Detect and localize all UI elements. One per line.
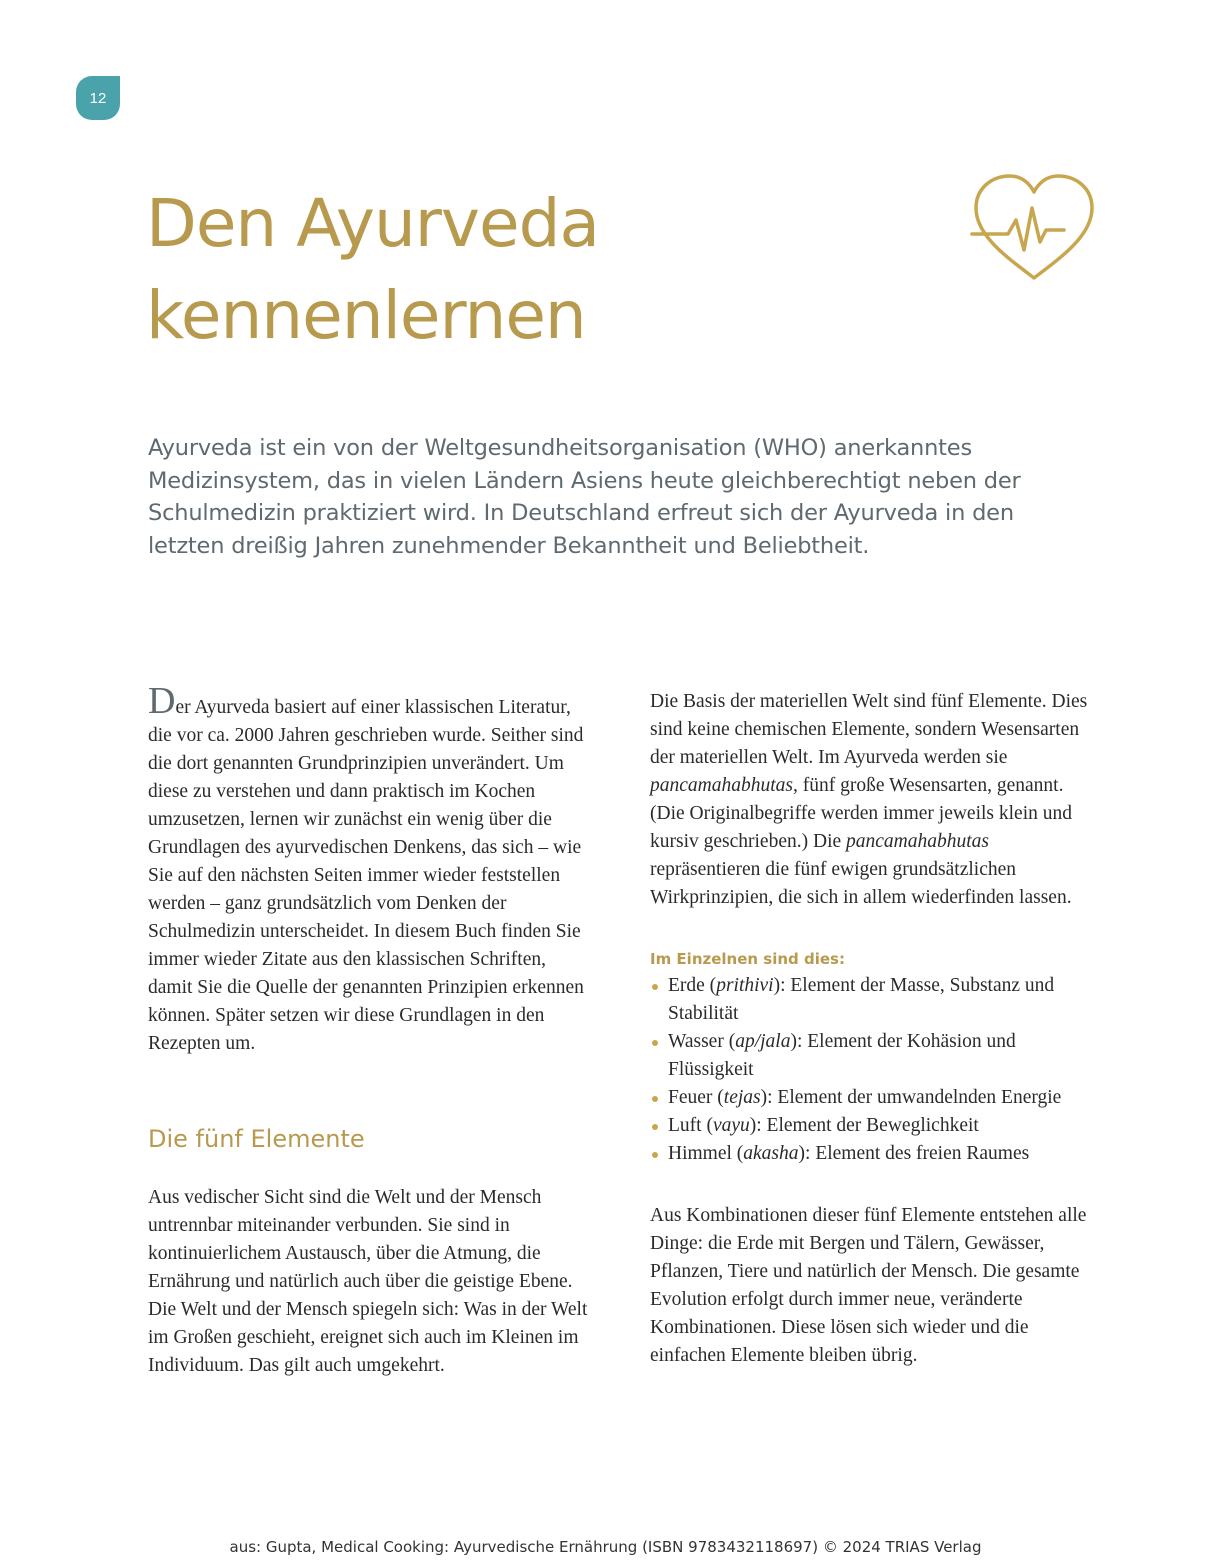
left-column bbox=[148, 680, 593, 1380]
element-description: ): Element der Kohäsion und Flüssigkeit bbox=[668, 1031, 1016, 1080]
title-line-2: kennenlernen bbox=[146, 277, 586, 354]
element-name: Himmel ( bbox=[668, 1143, 744, 1164]
element-description: ): Element des freien Raumes bbox=[798, 1143, 1030, 1164]
source-footer: aus: Gupta, Medical Cooking: Ayurvedische Ernährung (ISBN 9783432118697) © 2024 TRIAS Verlag bbox=[229, 1538, 982, 1556]
list-item bbox=[650, 972, 1095, 1028]
element-name: Erde ( bbox=[668, 975, 717, 996]
drop-cap: D bbox=[148, 680, 176, 722]
lead-paragraph: Ayurveda ist ein von der Weltgesundheitsorganisation (WHO) anerkanntes Medizinsystem, das in vielen Ländern Asiens heute gleichberechtigt neben der Schulmedizin praktiziert wird. In Deutschland erfreut sich der Ayurveda in den letzten dreißig Jahren zunehmender Bekanntheit und Beliebtheit. bbox=[148, 435, 1021, 559]
sanskrit-term: tejas bbox=[723, 1087, 761, 1108]
title-line-1: Den Ayurveda bbox=[146, 185, 599, 262]
sanskrit-term: vayu bbox=[712, 1115, 750, 1136]
text-run: Die Basis der materiellen Welt sind fünf Elemente. Dies sind keine chemischen Elemente, sondern Wesensarten der materiellen Welt. Im Ayurveda werden sie bbox=[650, 691, 1088, 768]
list-title: Im Einzelnen sind dies: bbox=[650, 950, 845, 968]
sanskrit-term: ap/jala bbox=[735, 1031, 791, 1052]
page-number-badge: 12 bbox=[76, 76, 120, 120]
element-description: ): Element der Masse, Substanz und Stabilität bbox=[668, 975, 1055, 1024]
element-description: ): Element der umwandelnden Energie bbox=[760, 1087, 1062, 1108]
element-name: Luft ( bbox=[668, 1115, 713, 1136]
page-title bbox=[146, 178, 599, 362]
elements-list bbox=[650, 972, 1095, 1168]
section-heading: Die fünf Elemente bbox=[148, 1125, 365, 1153]
sanskrit-term: pancamahabhutas bbox=[846, 831, 990, 852]
sanskrit-term: pancamahabhutas, bbox=[650, 775, 798, 796]
text-run: fünf große Wesensarten, genannt. (Die Originalbegriffe werden immer jeweils klein und kursiv geschrieben.) Die bbox=[650, 775, 1073, 852]
element-name: Wasser ( bbox=[668, 1031, 736, 1052]
sanskrit-term: prithivi bbox=[716, 975, 774, 996]
text-run: repräsentieren die fünf ewigen grundsätzlichen Wirkprinzipien, die sich in allem wiederfinden lassen. bbox=[650, 859, 1072, 908]
intro-paragraph bbox=[148, 680, 593, 1058]
list-item bbox=[650, 1084, 1095, 1112]
right-column bbox=[650, 688, 1095, 1370]
body-paragraph: Aus vedischer Sicht sind die Welt und der Mensch untrennbar miteinander verbunden. Sie sind in kontinuierlichem Austausch, über die Atmung, die Ernährung und natürlich auch über die geistige Ebene. Die Welt und der Mensch spiegeln sich: Was in der Welt im Großen geschieht, ereignet sich auch im Kleinen im Individuum. Das gilt auch umgekehrt. bbox=[148, 1187, 588, 1376]
elements-intro-paragraph bbox=[650, 688, 1095, 912]
heart-pulse-icon bbox=[968, 170, 1100, 285]
intro-text: er Ayurveda basiert auf einer klassischen Literatur, die vor ca. 2000 Jahren geschrieben wurde. Seither sind die dort genannten Grundprinzipien unverändert. Um diese zu verstehen und dann praktisch im Kochen umzusetzen, lernen wir zunächst ein wenig über die Grundlagen des ayurvedischen Denkens, das sich – wie Sie auf den nächsten Seiten immer wieder feststellen werden – ganz grundsätzlich vom Denken der Schulmedizin unterscheidet. In diesem Buch finden Sie immer wieder Zitate aus den klassischen Schriften, damit Sie die Quelle der genannten Prinzipien erkennen können. Später setzen wir diese Grundlagen in den Rezepten um. bbox=[148, 697, 584, 1054]
combinations-paragraph: Aus Kombinationen dieser fünf Elemente entstehen alle Dinge: die Erde mit Bergen und Tälern, Gewässer, Pflanzen, Tiere und natürlich der Mensch. Die gesamte Evolution erfolgt durch immer neue, veränderte Kombinationen. Diese lösen sich wieder und die einfachen Elemente bleiben übrig. bbox=[650, 1205, 1087, 1366]
element-description: ): Element der Beweglichkeit bbox=[749, 1115, 979, 1136]
sanskrit-term: akasha bbox=[743, 1143, 799, 1164]
list-item bbox=[650, 1140, 1095, 1168]
list-item bbox=[650, 1028, 1095, 1084]
element-name: Feuer ( bbox=[668, 1087, 724, 1108]
list-item bbox=[650, 1112, 1095, 1140]
